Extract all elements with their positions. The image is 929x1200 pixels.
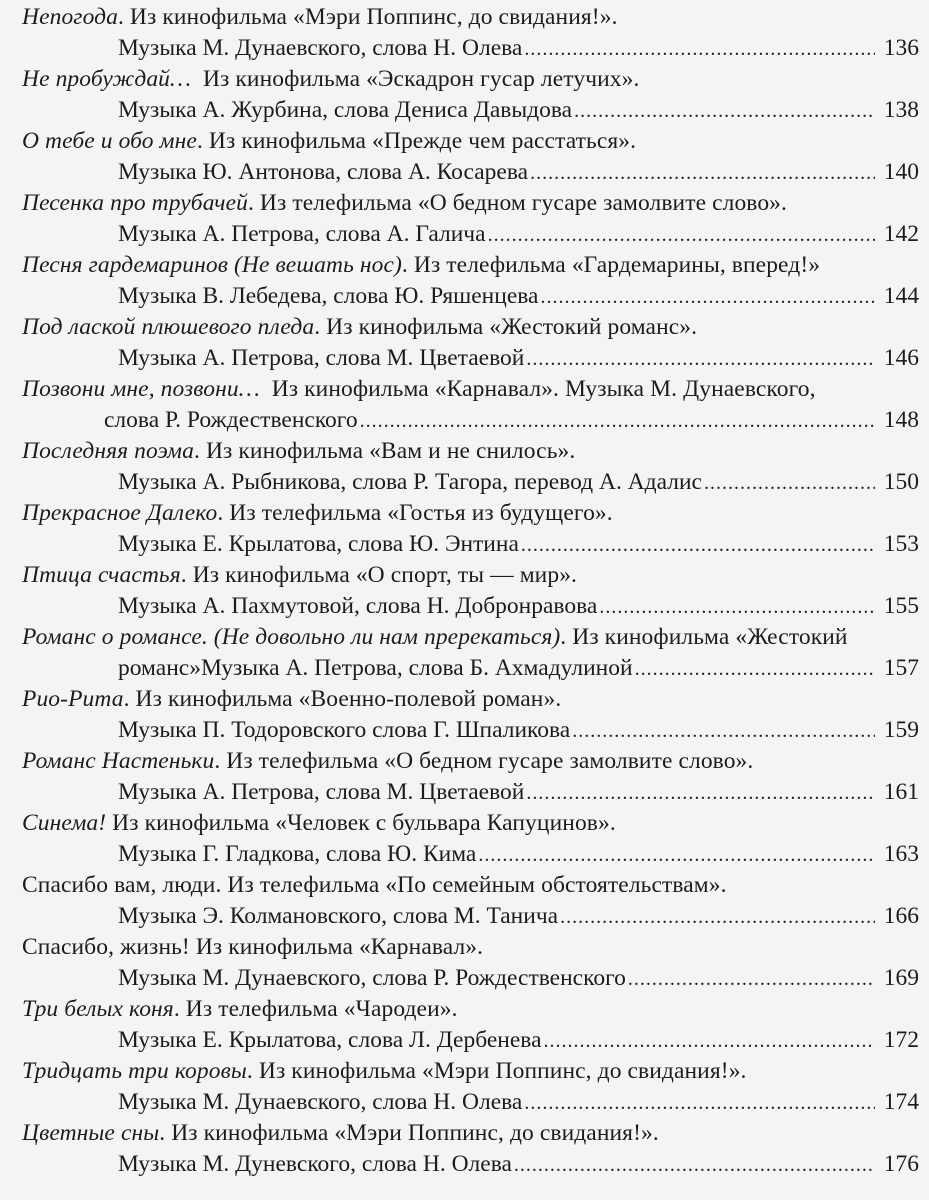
credits: Музыка М. Дунаевского, слова Р. Рождественского — [118, 965, 626, 991]
dot-leader — [530, 157, 875, 189]
entry-credits-line — [22, 652, 919, 684]
entry-heading-line — [22, 684, 919, 714]
entry-credits-line — [22, 1148, 919, 1180]
dot-leader — [521, 529, 875, 561]
song-title-punctuation: . — [401, 252, 408, 278]
toc-entry — [22, 126, 919, 188]
credits: Музыка А. Петрова, слова М. Цветаевой — [118, 345, 525, 371]
toc-entry — [22, 994, 919, 1056]
dot-leader — [574, 95, 875, 127]
entry-credits-line — [22, 714, 919, 746]
page-number: 153 — [883, 531, 919, 557]
entry-credits-line — [22, 342, 919, 374]
toc-entry — [22, 374, 919, 436]
page-number: 144 — [883, 283, 919, 309]
entry-credits-line — [22, 466, 919, 498]
dot-leader — [524, 1087, 875, 1119]
song-title: Рио-Рита — [22, 686, 124, 712]
song-title-punctuation: . — [173, 996, 180, 1022]
song-title: Тридцать три коровы — [22, 1058, 247, 1084]
song-title-punctuation: . — [194, 438, 200, 464]
song-title: Прекрасное Далеко — [22, 500, 218, 526]
page-number: 161 — [883, 779, 919, 805]
toc-entry — [22, 436, 919, 498]
page-number: 176 — [883, 1151, 919, 1177]
entry-heading-line — [22, 312, 919, 342]
credits: Музыка Г. Гладкова, слова Ю. Кима — [118, 841, 477, 867]
page-number: 166 — [883, 903, 919, 929]
song-title-punctuation: . — [159, 1120, 166, 1146]
entry-heading-line — [22, 64, 919, 94]
credits: Музыка В. Лебедева, слова Ю. Ряшенцева — [118, 283, 539, 309]
toc-entry — [22, 498, 919, 560]
song-title: Цветные сны — [22, 1120, 160, 1146]
song-title-punctuation: . — [214, 748, 221, 774]
song-title: Последняя поэма — [22, 438, 195, 464]
film-source: Из кинофильма «О спорт, ты — мир». — [186, 562, 578, 588]
film-source: Из кинофильма «Жестокий — [566, 624, 848, 650]
page-number: 172 — [883, 1027, 919, 1053]
entry-credits-line — [22, 218, 919, 250]
credits: Музыка М. Дунаевского, слова Н. Олева — [118, 35, 523, 61]
film-source: Из кинофильма «Мэри Поппинс, до свидания!». — [123, 4, 618, 30]
song-title-punctuation: . — [314, 314, 321, 340]
entry-heading-line — [22, 994, 919, 1024]
entry-credits-line — [22, 528, 919, 560]
song-title-punctuation: . — [196, 128, 203, 154]
entry-credits-line — [22, 776, 919, 808]
song-title: Синема! — [22, 810, 107, 836]
page-number: 150 — [883, 469, 919, 495]
entry-credits-line — [22, 156, 919, 188]
credits: Музыка П. Тодоровского слова Г. Шпаликова — [118, 717, 571, 743]
toc-entry — [22, 622, 919, 684]
page-number: 148 — [883, 407, 919, 433]
film-source: Из телефильма «Чародеи». — [179, 996, 458, 1022]
entry-heading-line — [22, 126, 919, 156]
song-title: Не пробуждай… — [22, 66, 192, 92]
entry-heading-line — [22, 498, 919, 528]
toc-entry — [22, 188, 919, 250]
song-title-punctuation: . — [123, 686, 130, 712]
entry-credits-line — [22, 32, 919, 64]
entry-credits-line — [22, 838, 919, 870]
page-number: 163 — [883, 841, 919, 867]
page-number: 146 — [883, 345, 919, 371]
song-title: Романс о романсе. (Не довольно ли нам пререкаться) — [22, 624, 561, 650]
entry-heading-line — [22, 932, 919, 962]
film-source: Из кинофильма «Карнавал». — [189, 934, 484, 960]
dot-leader — [524, 33, 875, 65]
dot-leader — [478, 839, 875, 871]
entry-heading-line — [22, 1118, 919, 1148]
entry-heading-line — [22, 1056, 919, 1086]
song-title: Три белых коня — [22, 996, 174, 1022]
page-number: 142 — [883, 221, 919, 247]
dot-leader — [360, 405, 875, 437]
credits: Музыка А. Петрова, слова М. Цветаевой — [118, 779, 525, 805]
dot-leader — [704, 467, 875, 499]
page-number: 169 — [883, 965, 919, 991]
credits: Музыка А. Пахмутовой, слова Н. Добронравова — [118, 593, 598, 619]
film-source: Из кинофильма «Мэри Поппинс, до свидания!». — [252, 1058, 747, 1084]
film-source: Из кинофильма «Жестокий романс». — [320, 314, 698, 340]
toc-list — [22, 2, 919, 1180]
entry-credits-line — [22, 280, 919, 312]
credits: романс»Музыка А. Петрова, слова Б. Ахмадулиной — [118, 655, 633, 681]
film-source: Из кинофильма «Карнавал». Музыка М. Дунаевского, — [259, 376, 816, 402]
dot-leader — [488, 219, 875, 251]
entry-heading-line — [22, 436, 919, 466]
entry-credits-line — [22, 900, 919, 932]
film-source: Из кинофильма «Эскадрон гусар летучих». — [191, 66, 640, 92]
entry-heading-line — [22, 746, 919, 776]
toc-entry — [22, 250, 919, 312]
song-title-punctuation: . — [117, 4, 124, 30]
credits: Музыка Е. Крылатова, слова Ю. Энтина — [118, 531, 519, 557]
entry-heading-line — [22, 374, 919, 404]
page-number: 174 — [883, 1089, 919, 1115]
entry-heading-line — [22, 808, 919, 838]
song-title-punctuation: . — [215, 872, 222, 898]
credits: Музыка М. Дуневского, слова Н. Олева — [118, 1151, 512, 1177]
song-title: О тебе и обо мне — [22, 128, 197, 154]
entry-credits-line — [22, 590, 919, 622]
film-source: Из кинофильма «Военно-полевой роман». — [129, 686, 562, 712]
entry-heading-line — [22, 188, 919, 218]
song-title: Песня гардемаринов (Не вешать нос) — [22, 252, 402, 278]
song-title: Спасибо, жизнь! — [22, 934, 190, 960]
toc-entry — [22, 2, 919, 64]
song-title: Птица счастья — [22, 562, 181, 588]
credits: Музыка А. Рыбникова, слова Р. Тагора, перевод А. Адалис — [118, 469, 702, 495]
film-source: Из кинофильма «Прежде чем расстаться». — [202, 128, 637, 154]
song-title: Позвони мне, позвони… — [22, 376, 260, 402]
toc-entry — [22, 808, 919, 870]
toc-entry — [22, 746, 919, 808]
toc-entry — [22, 1056, 919, 1118]
film-source: Из кинофильма «Человек с бульвара Капуцинов». — [106, 810, 616, 836]
dot-leader — [514, 1149, 875, 1181]
dot-leader — [560, 901, 875, 933]
song-title-punctuation: . — [180, 562, 187, 588]
credits: Музыка М. Дунаевского, слова Н. Олева — [118, 1089, 523, 1115]
dot-leader — [526, 777, 875, 809]
song-title-punctuation: . — [246, 1058, 253, 1084]
entry-heading-line — [22, 622, 919, 652]
credits: Музыка Э. Колмановского, слова М. Танича — [118, 903, 559, 929]
entry-credits-line — [22, 962, 919, 994]
dot-leader — [599, 591, 875, 623]
dot-leader — [544, 1025, 875, 1057]
entry-heading-line — [22, 870, 919, 900]
film-source: Из телефильма «Гардемарины, вперед!» — [407, 252, 821, 278]
song-title: Спасибо вам, люди — [22, 872, 216, 898]
toc-entry — [22, 64, 919, 126]
credits: Музыка Ю. Антонова, слова А. Косарева — [118, 159, 529, 185]
song-title-punctuation: . — [247, 190, 254, 216]
film-source: Из телефильма «О бедном гусаре замолвите слово». — [253, 190, 788, 216]
film-source: Из телефильма «Гостья из будущего». — [223, 500, 613, 526]
film-source: Из телефильма «По семейным обстоятельствам». — [221, 872, 727, 898]
page-number: 155 — [883, 593, 919, 619]
page-number: 138 — [883, 97, 919, 123]
credits: Музыка А. Журбина, слова Дениса Давыдова — [118, 97, 573, 123]
song-title: Под лаской плюшевого пледа — [22, 314, 315, 340]
page-number: 140 — [883, 159, 919, 185]
entry-heading-line — [22, 250, 919, 280]
toc-entry — [22, 312, 919, 374]
film-source: Из телефильма «О бедном гусаре замолвите слово». — [220, 748, 754, 774]
entry-credits-line — [22, 1086, 919, 1118]
song-title-punctuation: . — [217, 500, 224, 526]
credits: Музыка А. Петрова, слова А. Галича — [118, 221, 486, 247]
page-number: 159 — [883, 717, 919, 743]
toc-entry — [22, 932, 919, 994]
toc-entry — [22, 1118, 919, 1180]
song-title: Непогода — [22, 4, 118, 30]
dot-leader — [572, 715, 875, 747]
page-number: 136 — [883, 35, 919, 61]
toc-entry — [22, 560, 919, 622]
dot-leader — [526, 343, 875, 375]
credits: слова Р. Рождественского — [104, 407, 358, 433]
entry-heading-line — [22, 560, 919, 590]
dot-leader — [628, 963, 875, 995]
entry-credits-line — [22, 1024, 919, 1056]
entry-credits-line — [22, 404, 919, 436]
song-title: Романс Настеньки — [22, 748, 215, 774]
film-source: Из кинофильма «Мэри Поппинс, до свидания!». — [165, 1120, 659, 1146]
toc-entry — [22, 684, 919, 746]
entry-credits-line — [22, 94, 919, 126]
dot-leader — [540, 281, 875, 313]
dot-leader — [635, 653, 875, 685]
song-title-punctuation: . — [560, 624, 567, 650]
page-number: 157 — [883, 655, 919, 681]
film-source: Из кинофильма «Вам и не снилось». — [200, 438, 576, 464]
credits: Музыка Е. Крылатова, слова Л. Дербенева — [118, 1027, 542, 1053]
toc-entry — [22, 870, 919, 932]
entry-heading-line — [22, 2, 919, 32]
song-title: Песенка про трубачей — [22, 190, 248, 216]
